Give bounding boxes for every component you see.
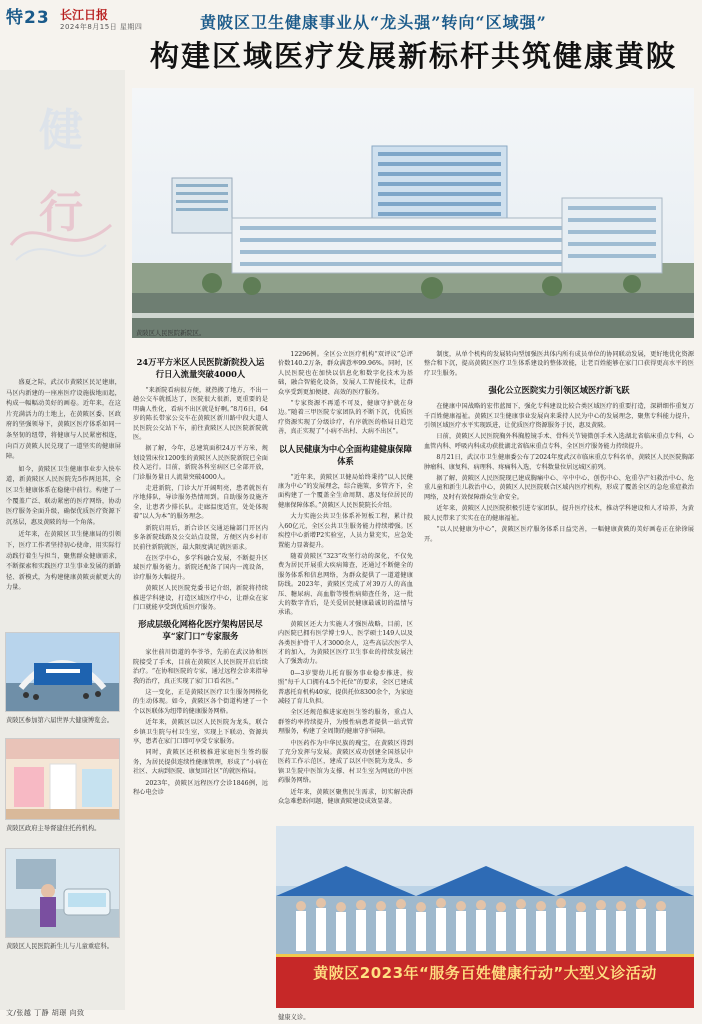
body-paragraph: 近年来，黄陂区人民医院积极引进专家团队，提升医疗技术，推动学科建设和人才培养，为黄陂人民带来了实实在在的健康福祉。	[424, 505, 694, 522]
bottom-photo-caption: 健康义诊。	[278, 1014, 310, 1021]
body-paragraph: 走进新院，门诊大厅开阔明亮，患者就医有序地排队，导诊服务热情周到。自助服务设施齐全，让患者少排长队。走廊温度适宜，处处体现着“以人为本”的服务理念。	[133, 485, 268, 521]
body-paragraph: 家住前川街道的李爷爷，先前在武汉协和医院接受了手术，目前在黄陂区人民医院开启后续治疗。“在协和医院的专家，通过远程会诊来指导我的治疗，真正实现了家门口看名医。”	[133, 649, 268, 685]
body-paragraph: 在健康中国战略的宏伟蓝图下，强化专科建设比较合类区域医疗的重要打造，深耕细作重复万千百姓健康福祉。黄陂区卫生健康事业发展向来秉持人民为中心的发展理念，聚焦专科能力提升，引领区域医疗水平实现跃进，让优质医疗资源服务于民，惠及黄陂。	[424, 403, 694, 430]
body-paragraph: 黄陂区还大力实施人才强医战略，目前，区内医院已拥有医学博士9人、医学硕士149人以及各类医护骨干人才3000余人，这些高层次医学人才的加入，为黄陂区医疗卫生事业的持续发展注入了强劲动力。	[278, 620, 413, 666]
body-paragraph: 中医药作为中华民族的瑰宝，在黄陂区得到了充分发挥与发展。黄陂区成功创建全国基层中医药工作示范区，建成了以区中医院为龙头、乡镇卫生院中医馆为支撑、村卫生室为网底的中医药服务网络。	[278, 739, 413, 785]
body-paragraph: 近年来，黄陂区聚焦民生需求，切实解决群众急难愁盼问题，健康黄陂建设成效显著。	[278, 788, 413, 806]
decorative-swirl-icon	[6, 205, 116, 265]
photo-expo	[5, 632, 120, 712]
hospital-aerial-photo	[132, 88, 694, 338]
body-paragraph: 2023年，黄陂区远程医疗会诊1846例，远程心电会诊	[133, 779, 268, 797]
editors-credit: 文/张越 丁静 胡璟 向致	[6, 1009, 85, 1017]
body-paragraph: “专家资源不再遥不可及，健康守护就在身边。”随着三甲医院专家团队的不断下沉，优质医疗资源实现了分级诊疗，有序就医的格局日趋完善，真正实现了“小病不出村、大病不出区”。	[278, 400, 413, 436]
body-paragraph: “以人民健康为中心”，黄陂区医疗服务体系日益完善，一幅健康黄陂的美好画卷正在徐徐展开。	[424, 526, 694, 543]
photo-nursery	[5, 738, 120, 820]
article-column-2	[278, 350, 413, 820]
section-brand	[6, 85, 116, 285]
body-paragraph: 黄陂区人民医院党委书记介绍，新院将持续推进学科建设，打造区域医疗中心，让群众在家门口就能享受到优质医疗服务。	[133, 585, 268, 611]
photo-caption: 黄陂区参加第六届世界大健康博览会。	[6, 717, 114, 724]
event-banner-text: 黄陂区2023年“服务百姓健康行动”大型义诊活动	[313, 964, 657, 982]
issue-date: 2024年8月15日 星期四	[60, 23, 143, 31]
body-paragraph: 近年来，黄陂区以区人民医院为龙头，联合乡镇卫生院与村卫生室，实现上下联动、资源共享，患者在家门口即可享受专家服务。	[133, 719, 268, 745]
article-column-1	[133, 350, 268, 799]
body-paragraph: 这一变化，正是黄陂区医疗卫生服务网格化的生动体现。如今，黄陂区各个街道构建了一个个以医联体为纽带的健康服务网格。	[133, 688, 268, 715]
body-paragraph: 制度，从单个机构的发展转向型加强医共体内所有成员单位的协同联动发展，更好地优化资源整合和下沉，提高黄陂区医疗卫生体系建设的整体效能，让老百姓能够在家门口获得更高水平的医疗卫生服务。	[424, 351, 694, 377]
newspaper-logo: 长江日报	[60, 8, 109, 22]
intro-paragraph: 盛夏之际，武汉市黄陂区民足建康，马区内新建的一座座医疗设施拔地而起，构成一幅幅动美好的画卷。近年来，在这片充满活力的土地上，在黄陂区委、区政府的坚强领导下，黄陂区医疗体系如同一条坚韧的纽带，将健康与人民紧密相连，向百万黄陂人民兑现了一道坚实的健康屏障。	[6, 379, 121, 461]
body-paragraph: 新院启用后，新合诊区交通运输部门开区内多条新院线路及公交站点设置，方便区内乡村市民前往新院就医，最大限度满足就医需求。	[133, 524, 268, 551]
intro-text	[6, 378, 121, 596]
body-paragraph: 0—3岁婴幼儿托育服务事业稳步推进，按照“每千人口拥有4.5个托位”的要求，全区已建成普惠托育机构40家，提供托位8300余个，为家庭减轻了育儿负担。	[278, 669, 413, 705]
body-paragraph: “来新院看病很方便，就热搬了地方，不出一趟公交车就抵达了，医院很大很新，更重要的是明确人性化，看病不出区就是好啊。”8月6日，64岁的陈长带家公交车在黄陂区新川路中段大道人民医院公交站下车，前往黄陂区人民医院新院就医。	[133, 387, 268, 442]
brand-char-1: 健	[39, 105, 83, 156]
photo-nicu	[5, 848, 120, 938]
body-paragraph: 在医学中心，多学科融合发展，不断提升区域医疗服务能力。新院还配备了国内一流设备，诊疗服务大幅提升。	[133, 554, 268, 581]
column-subheading: 以人民健康为中心全面构建健康保障体系	[279, 443, 412, 466]
body-paragraph: 同时，黄陂区还积极推进家庭医生签约服务，为居民提供连续性健康管理，形成了“小病在社区、大病到医院、康复回社区”的就医格局。	[133, 749, 268, 776]
body-paragraph: 据了解，今年，总建筑面积24万平方米，规划设置床位1200张的黄陂区人民医院新院已全面投入运行。目前，新院各科室病区已全部开放，门诊服务量日人流量突破4000人。	[133, 445, 268, 481]
body-paragraph: 大力实施公共卫生体系补短板工程，累计投入60亿元，全区公共卫生服务能力持续增强。区疾控中心新增P2实验室，人员力量充实，应急处置能力显著提升。	[278, 513, 413, 549]
photo-caption: 黄陂区人民医院新生儿与儿童重症科。	[6, 943, 114, 950]
intro-paragraph: 近年来，在黄陂区卫生健康局的引领下，医疗工作者坚持初心使命，用实际行动践行着生与担当，聚焦群众健康需求，不断探索和实践医疗卫生事业发展的新路径、新模式，为构建健康黄陂贡献更大的力量。	[6, 531, 121, 592]
column-subheading: 24万平方米区人民医院新院投入运行日入流量突破4000人	[136, 357, 265, 379]
body-paragraph: 据了解，黄陂区人民医院现已建成胸痛中心、卒中中心、创伤中心、危重孕产妇救治中心、危重儿童和新生儿救治中心，黄陂区人民医院联合区域内医疗机构，形成了覆盖全区的急危重症救治网络，及时有效保障群众生命安全。	[424, 475, 694, 501]
body-paragraph: 8月21日，武汉市卫生健康委公布了2024年度武汉市临床重点专科名单，黄陂区人民医院胸部肿瘤科、康复科、病理科、疼痛科入选，专科数量位居远城区前列。	[424, 454, 694, 471]
article-column-3	[424, 350, 694, 820]
main-headline: 构建区域医疗发展新标杆共筑健康黄陂	[150, 39, 678, 73]
body-paragraph: 全区还规范推进家庭医生签约服务，重点人群签约率持续提升，为慢性病患者提供一站式管理服务，构建了全周期的健康守护屏障。	[278, 709, 413, 736]
body-paragraph: 日前，黄陂区人民医院胸外科胸腔镜手术、骨科关节镜微创手术入选湖北省临床重点专科，心血管内科、呼吸内科成功获批湖北省临床重点专科，全区医疗服务能力持续提升。	[424, 433, 694, 450]
hero-caption: 黄陂区人民医院新院区。	[136, 330, 206, 337]
body-paragraph: 12296例。全区公立医疗机构“双评议”总评价数140.2万条，群众满意率99.96%。同时，区人民医院也在加快以信息化和数字化技术为基础，融合智能化设备，发展人工智能技术，让群众享受到更加便捷、高效的医疗服务。	[278, 351, 413, 396]
kicker-headline: 黄陂区卫生健康事业从“龙头强”转向“区域强”	[200, 13, 547, 32]
body-paragraph: “近年来，黄陂区卫健局始终秉持“以人民健康为中心”的发展理念，综合施策，多管齐下，全面构建了一个覆盖全生命周期、惠及每位居民的健康保障体系。”黄陂区人民医院院长介绍。	[278, 473, 413, 509]
body-paragraph: 随着黄陂区“323”攻坚行动的深化，不仅免费为居民开展重大疾病筛查，还通过不断健全的服务体系和信息网络，为群众提供了一道道健康防线。2023年，黄陂区完成了对39万人的高血压、糖尿病、高血脂等慢性病筛查任务，这一批大的数字背后，是关爱居民健康最诚切的温情与承诺。	[278, 552, 413, 617]
free-clinic-photo	[276, 826, 694, 1008]
column-subheading: 形成层级化网格化医疗架构居民尽享“家门口”专家服务	[138, 619, 263, 642]
intro-paragraph: 如今，黄陂区卫生健康事业步入快车道，新黄陂区人民医院先5作两迅其，全区卫生健康体系在稳健中前行。构建了一个覆盖广泛、联动紧密的医疗网络，协动医疗服务全面升级，确保优质医疗资源下沉基层，惠及黄陂的每一个角落。	[6, 465, 121, 526]
brand-char-2: 行	[39, 187, 83, 238]
photo-caption: 黄陂区政府主导督建住托药机构。	[6, 825, 101, 832]
page-number-tag: 特23	[6, 8, 50, 28]
column-subheading: 强化公立医院实力引领区域医疗新飞跃	[488, 385, 630, 396]
